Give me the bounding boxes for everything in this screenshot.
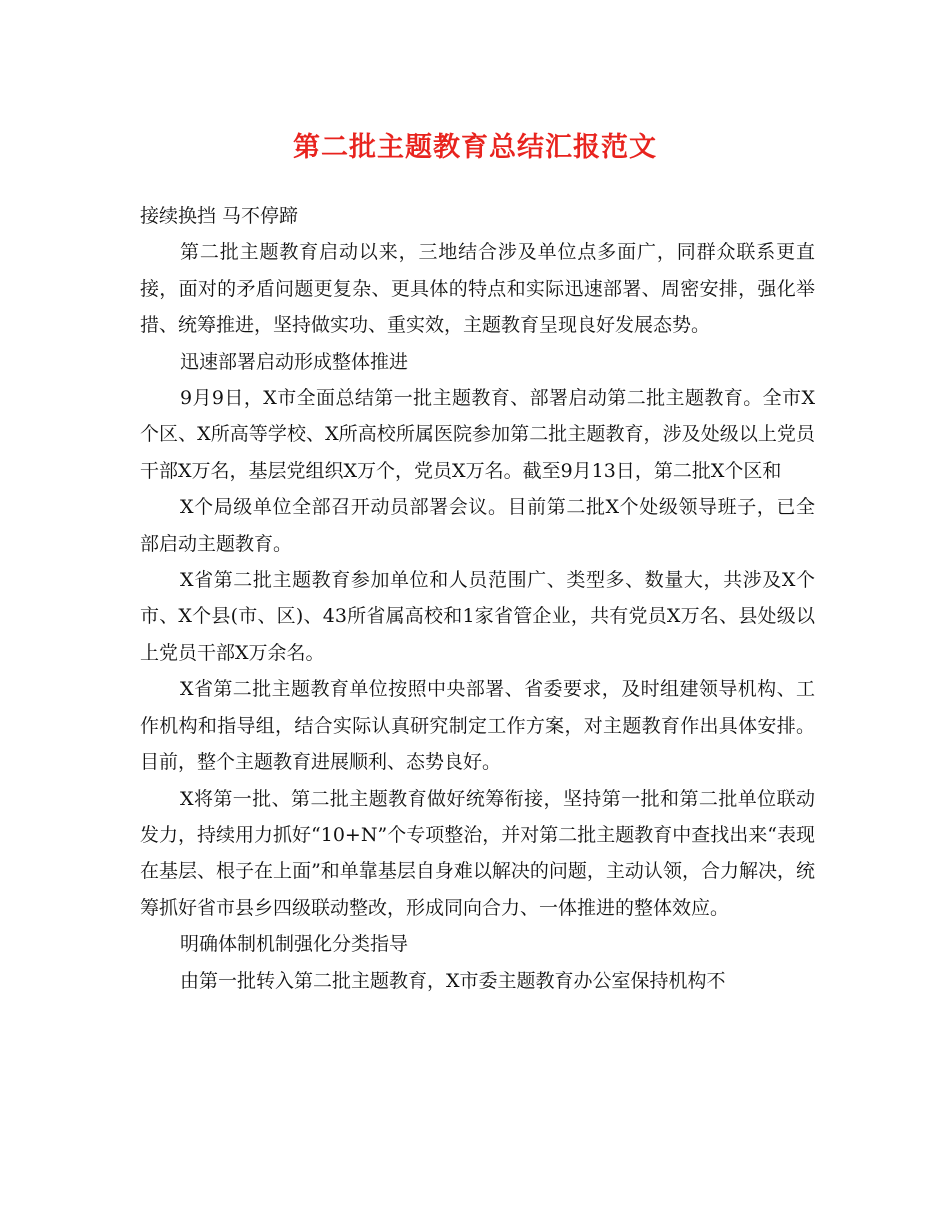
paragraph: X省第二批主题教育参加单位和人员范围广、类型多、数量大，共涉及X个市、X个县(市、区)、43所省属高校和1家省管企业，共有党员X万名、县处级以上党员干部X万余名。 [140,569,815,664]
paragraph: X个局级单位全部召开动员部署会议。目前第二批X个处级领导班子，已全部启动主题教育。 [140,496,815,555]
section-heading: 明确体制机制强化分类指导 [180,933,409,956]
paragraph: X省第二批主题教育单位按照中央部署、省委要求，及时组建领导机构、工作机构和指导组，结合实际认真研究制定工作方案，对主题教育作出具体安排。目前，整个主题教育进展顺利、态势良好。 [140,678,815,774]
document-body [140,198,815,999]
document-title: 第二批主题教育总结汇报范文 [293,132,657,163]
paragraph: 9月9日，X市全面总结第一批主题教育、部署启动第二批主题教育。全市X个区、X所高等学校、X所高校所属医院参加第二批主题教育，涉及处级以上党员干部X万名，基层党组织X万个，党员X万名。截至9月13日，第二批X个区和 [140,387,815,482]
paragraph: 由第一批转入第二批主题教育，X市委主题教育办公室保持机构不 [180,969,726,992]
section-heading: 迅速部署启动形成整体推进 [180,350,409,373]
paragraph: X将第一批、第二批主题教育做好统筹衔接，坚持第一批和第二批单位联动发力，持续用力抓好“10+N”个专项整治，并对第二批主题教育中查找出来“表现在基层、根子在上面”和单靠基层自身难以解决的问题，主动认领，合力解决，统筹抓好省市县乡四级联动整改，形成同向合力、一体推进的整体效应。 [140,787,815,919]
paragraph: 第二批主题教育启动以来，三地结合涉及单位点多面广，同群众联系更直接，面对的矛盾问题更复杂、更具体的特点和实际迅速部署、周密安排，强化举措、统筹推进，坚持做实功、重实效，主题教育呈现良好发展态势。 [140,241,815,337]
paragraph-subtitle: 接续换挡 马不停蹄 [140,205,299,227]
